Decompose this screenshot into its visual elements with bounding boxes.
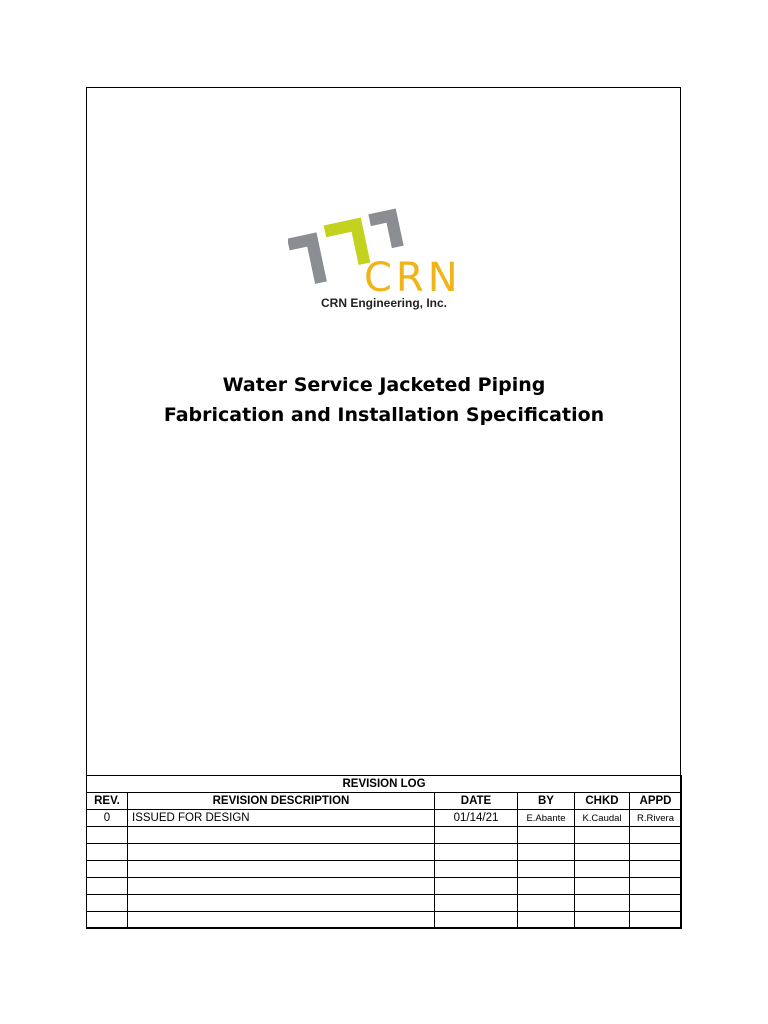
- table-row: [87, 844, 682, 861]
- cell-rev: [87, 878, 128, 895]
- cell-by: [518, 827, 575, 844]
- cell-date: [435, 861, 518, 878]
- cell-description: [128, 912, 435, 929]
- cell-rev: 0: [87, 810, 128, 827]
- cell-date: [435, 827, 518, 844]
- cell-appd: [630, 827, 682, 844]
- header-appd: APPD: [630, 793, 682, 810]
- cell-date: [435, 912, 518, 929]
- cell-date: [435, 844, 518, 861]
- table-row: [87, 912, 682, 929]
- cell-by: E.Abante: [518, 810, 575, 827]
- table-row: [87, 878, 682, 895]
- cell-description: [128, 844, 435, 861]
- cell-chkd: [575, 912, 630, 929]
- document-title-line2: Fabrication and Installation Specification: [163, 404, 605, 426]
- cell-by: [518, 861, 575, 878]
- cell-by: [518, 878, 575, 895]
- cell-appd: [630, 861, 682, 878]
- crn-logo: [288, 205, 488, 295]
- cell-chkd: [575, 861, 630, 878]
- cell-by: [518, 912, 575, 929]
- cell-rev: [87, 895, 128, 912]
- cell-rev: [87, 912, 128, 929]
- logo-wordmark: CRN: [364, 255, 462, 295]
- cell-rev: [87, 844, 128, 861]
- cell-description: [128, 895, 435, 912]
- cell-description: [128, 861, 435, 878]
- cell-appd: [630, 912, 682, 929]
- company-name: CRN Engineering, Inc.: [320, 296, 447, 310]
- header-by: BY: [518, 793, 575, 810]
- cell-chkd: K.Caudal: [575, 810, 630, 827]
- revision-log-table: [86, 775, 682, 929]
- cell-by: [518, 895, 575, 912]
- cell-appd: [630, 844, 682, 861]
- cell-appd: [630, 878, 682, 895]
- table-row: [87, 895, 682, 912]
- cell-appd: [630, 895, 682, 912]
- revision-log-caption: REVISION LOG: [87, 776, 682, 793]
- logo-chevron-gray-left: [288, 232, 327, 287]
- cell-description: [128, 827, 435, 844]
- table-row: [87, 810, 682, 827]
- cell-chkd: [575, 895, 630, 912]
- cell-by: [518, 844, 575, 861]
- cell-rev: [87, 861, 128, 878]
- cell-appd: R.Rivera: [630, 810, 682, 827]
- table-row: [87, 861, 682, 878]
- cell-chkd: [575, 844, 630, 861]
- header-chkd: CHKD: [575, 793, 630, 810]
- header-description: REVISION DESCRIPTION: [128, 793, 435, 810]
- table-row: [87, 827, 682, 844]
- logo-chevron-gray-right: [368, 209, 403, 252]
- cell-description: ISSUED FOR DESIGN: [128, 810, 435, 827]
- cell-rev: [87, 827, 128, 844]
- cell-chkd: [575, 827, 630, 844]
- cell-date: 01/14/21: [435, 810, 518, 827]
- document-title-line1: Water Service Jacketed Piping: [222, 374, 546, 396]
- cell-chkd: [575, 878, 630, 895]
- header-date: DATE: [435, 793, 518, 810]
- cell-description: [128, 878, 435, 895]
- header-rev: REV.: [87, 793, 128, 810]
- cell-date: [435, 878, 518, 895]
- cell-date: [435, 895, 518, 912]
